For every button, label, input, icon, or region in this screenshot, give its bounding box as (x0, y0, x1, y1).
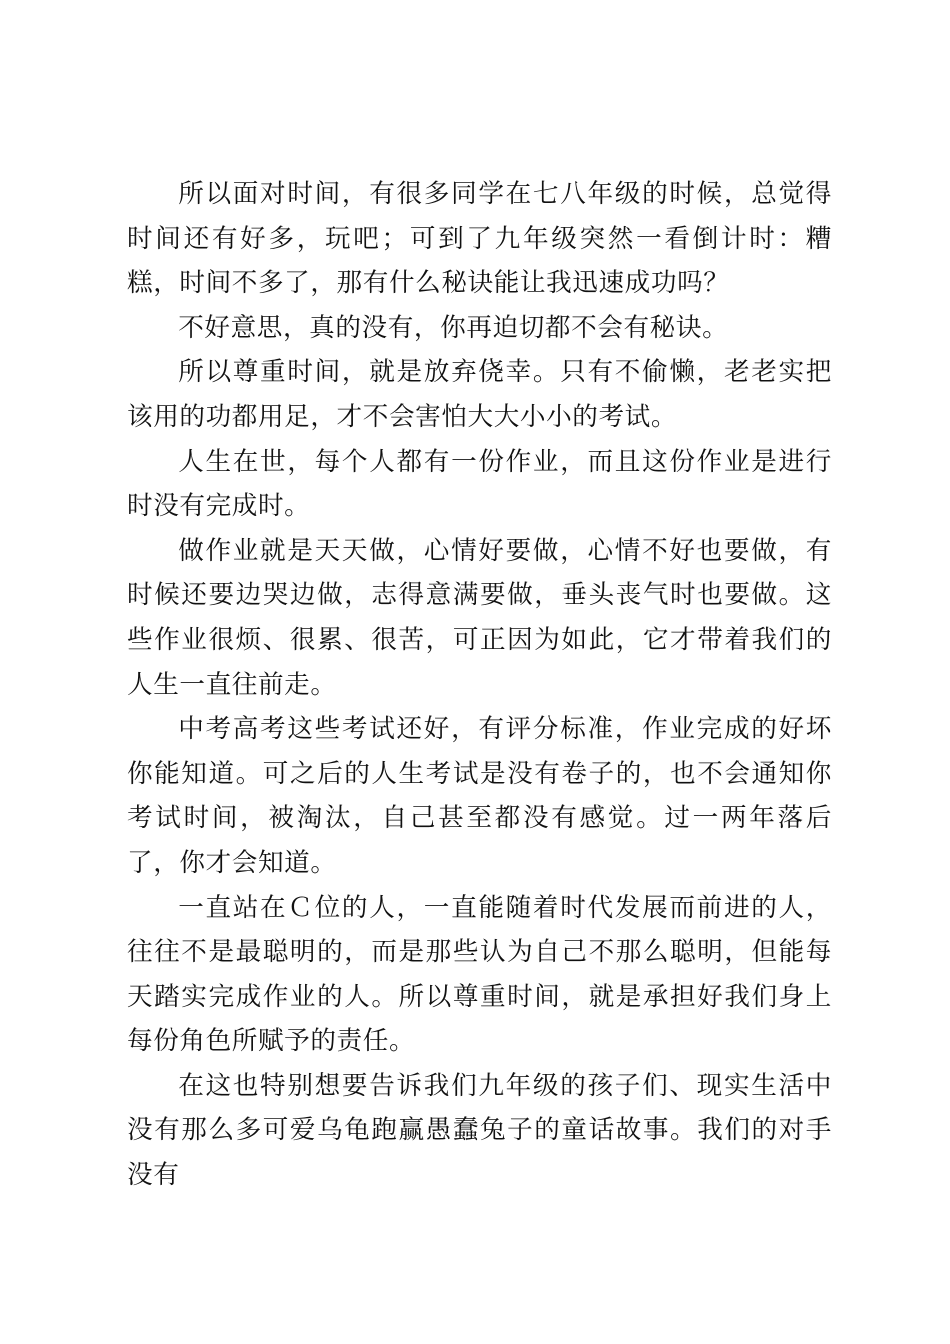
paragraph-6: 中考高考这些考试还好，有评分标准，作业完成的好坏你能知道。可之后的人生考试是没有卷子的，也不会通知你考试时间，被淘汰，自己甚至都没有感觉。过一两年落后了，你才会知道。 (127, 714, 832, 878)
paragraph-5: 做作业就是天天做，心情好要做，心情不好也要做，有时候还要边哭边做，志得意满要做，垂头丧气时也要做。这些作业很烦、很累、很苦，可正因为如此，它才带着我们的人生一直往前走。 (127, 535, 832, 700)
paragraph-2: 不好意思，真的没有，你再迫切都不会有秘诀。 (178, 312, 729, 343)
paragraph-3: 所以尊重时间，就是放弃侥幸。只有不偷懒，老老实把该用的功都用足，才不会害怕大大小小的考试。 (127, 357, 832, 432)
paragraph-7: 一直站在Ｃ位的人，一直能随着时代发展而前进的人，往往不是最聪明的，而是那些认为自己不那么聪明，但能每天踏实完成作业的人。所以尊重时间，就是承担好我们身上每份角色所赋予的责任。 (127, 892, 832, 1057)
document-body (127, 172, 832, 1198)
paragraph-8: 在这也特别想要告诉我们九年级的孩子们、现实生活中没有那么多可爱乌龟跑赢愚蠢兔子的童话故事。我们的对手没有 (127, 1070, 832, 1191)
paragraph-4: 人生在世，每个人都有一份作业，而且这份作业是进行时没有完成时。 (127, 446, 832, 522)
paragraph-1: 所以面对时间，有很多同学在七八年级的时候，总觉得时间还有好多，玩吧；可到了九年级突然一看倒计时：糟糕，时间不多了，那有什么秘诀能让我迅速成功吗？ (127, 179, 832, 299)
